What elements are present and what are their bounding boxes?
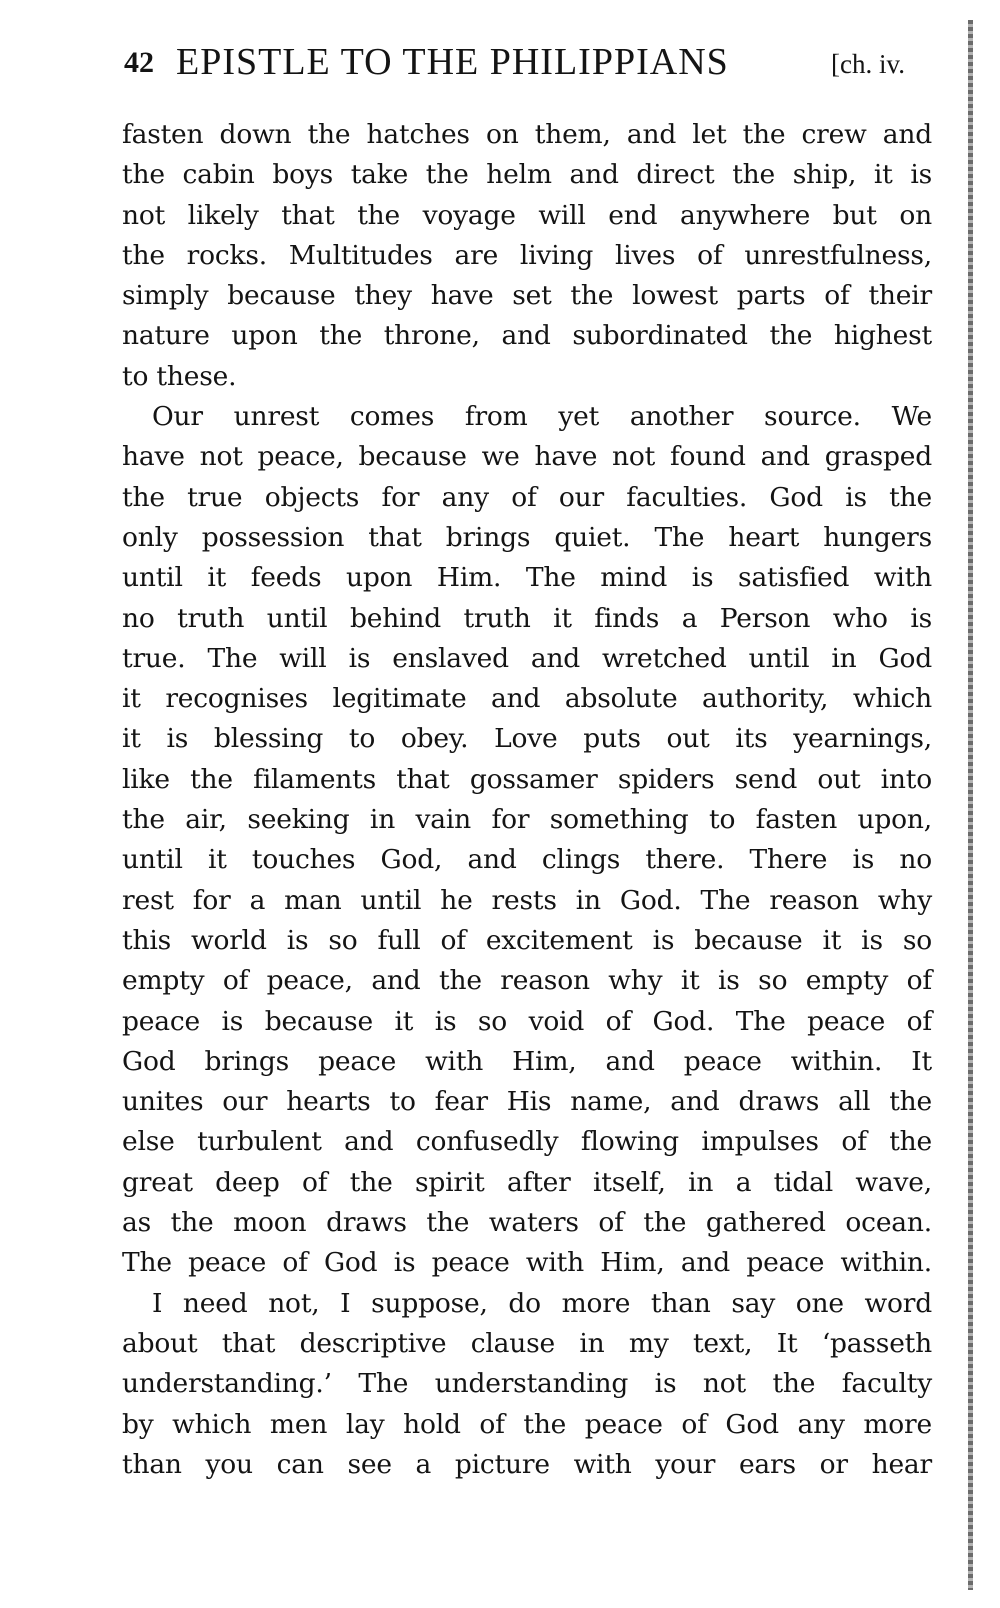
text-line: peace is because it is so void of God. The peace of [122, 1005, 932, 1037]
text-line: God brings peace with Him, and peace within. It [122, 1045, 932, 1077]
text-line: fasten down the hatches on them, and let the crew and [122, 119, 932, 150]
text-line: empty of peace, and the reason why it is so empty of [122, 965, 932, 997]
text-line: until it feeds upon Him. The mind is satisfied with [122, 562, 932, 594]
text-line: have not peace, because we have not found and grasped [122, 441, 932, 473]
text-line: great deep of the spirit after itself, in a tidal wave, [122, 1166, 932, 1198]
text-line: nature upon the throne, and subordinated the highest [122, 320, 932, 352]
page-number: 42 [124, 46, 154, 79]
text-line: rest for a man until he rests in God. The reason why [122, 884, 932, 916]
text-line: understanding.’ The understanding is not the faculty [122, 1368, 932, 1400]
text-line: only possession that brings quiet. The heart hungers [122, 521, 932, 553]
body-text [122, 115, 932, 1485]
paragraph-first-line: I need not, I suppose, do more than say one word [152, 1287, 932, 1319]
text-line: about that descriptive clause in my text, It ‘passeth [122, 1327, 932, 1359]
text-line: the true objects for any of our faculties. God is the [122, 481, 932, 513]
chapter-reference: [ch. iv. [831, 49, 905, 79]
text-line: to these. [122, 360, 237, 392]
text-line: the cabin boys take the helm and direct the ship, it is [122, 159, 932, 191]
text-line: not likely that the voyage will end anywhere but on [122, 199, 932, 231]
text-line: unites our hearts to fear His name, and draws all the [122, 1086, 932, 1118]
text-line: The peace of God is peace with Him, and peace within. [122, 1247, 932, 1279]
text-line: no truth until behind truth it finds a Person who is [122, 602, 932, 634]
text-line: else turbulent and confusedly flowing impulses of the [122, 1126, 932, 1158]
text-line: until it touches God, and clings there. There is no [122, 844, 932, 876]
text-line: the air, seeking in vain for something to fasten upon, [122, 804, 932, 836]
text-line: by which men lay hold of the peace of God any more [122, 1408, 932, 1440]
text-line: simply because they have set the lowest parts of their [122, 280, 932, 312]
paragraph-first-line: Our unrest comes from yet another source. We [152, 401, 932, 433]
page-header [124, 40, 964, 90]
text-line: it is blessing to obey. Love puts out its yearnings, [122, 723, 932, 755]
text-line: this world is so full of excitement is because it is so [122, 924, 932, 956]
text-line: the rocks. Multitudes are living lives of unrestfulness, [122, 239, 932, 271]
text-line: true. The will is enslaved and wretched until in God [122, 642, 932, 674]
page-edge-shadow [968, 20, 973, 1590]
text-line: than you can see a picture with your ears or hear [122, 1448, 932, 1480]
text-line: as the moon draws the waters of the gathered ocean. [122, 1207, 932, 1239]
running-title: EPISTLE TO THE PHILIPPIANS [176, 41, 729, 83]
text-line: like the filaments that gossamer spiders send out into [122, 763, 932, 795]
text-line: it recognises legitimate and absolute authority, which [122, 683, 932, 715]
